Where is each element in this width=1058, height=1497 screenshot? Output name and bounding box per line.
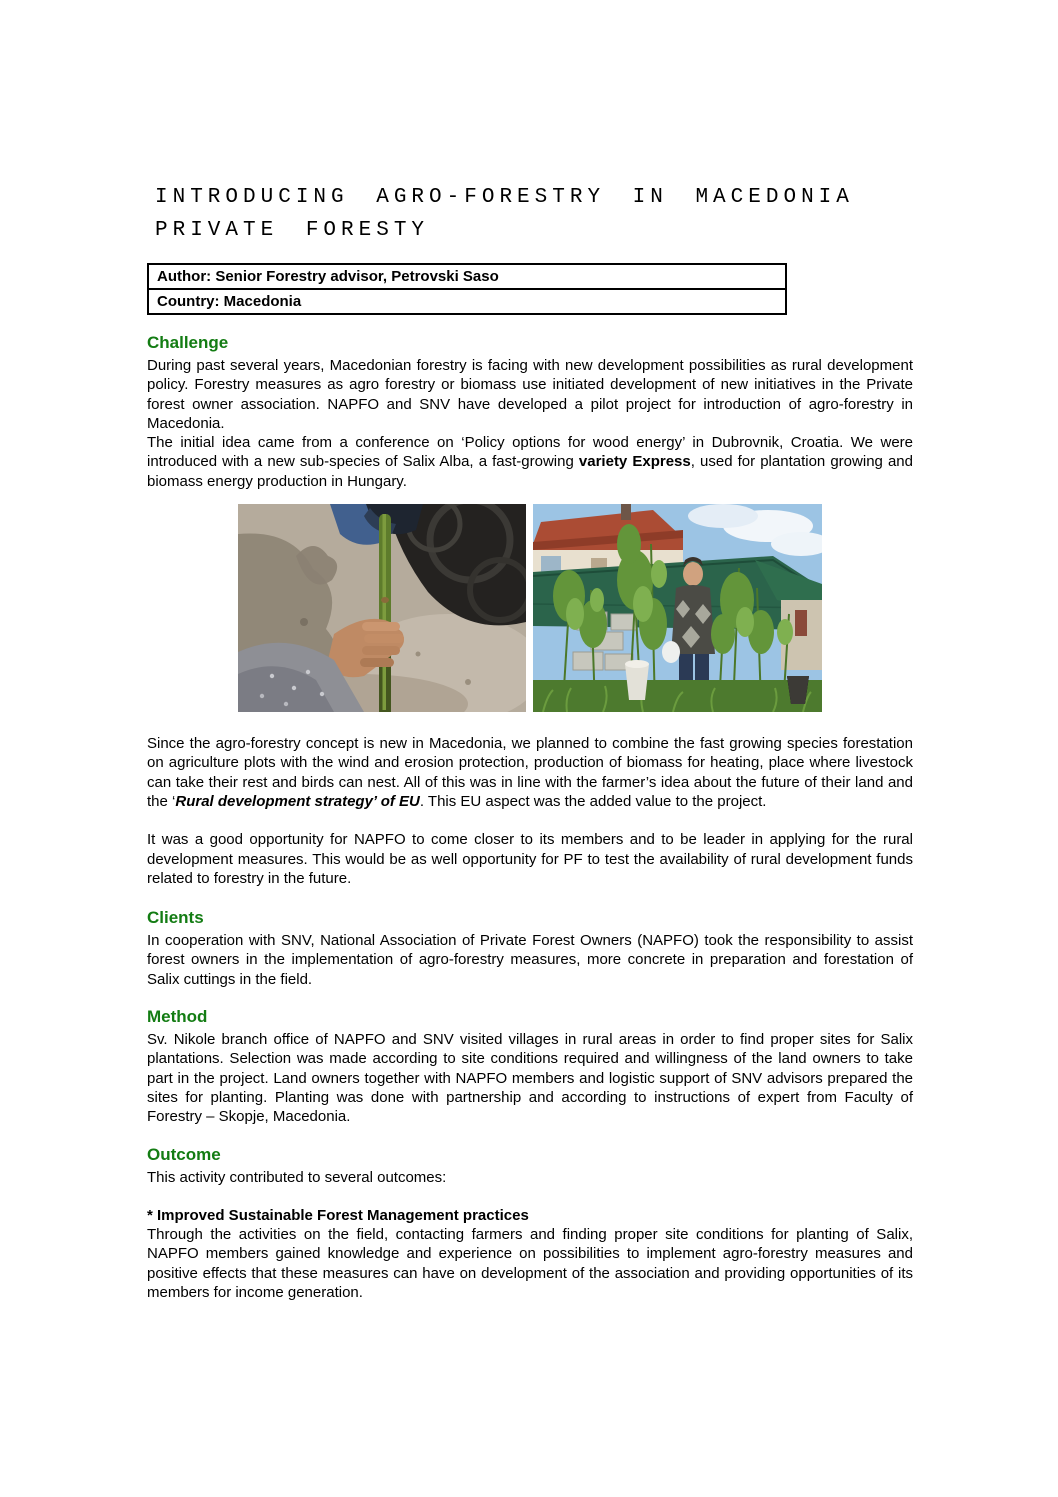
outcome-bullet-body: Through the activities on the field, contacting farmers and finding proper site conditions for planting of Salix, NAPFO members gained knowledge and experience on possibilities to implement agro-forestry measures and positive effects that these measures can have on development of the association and providing opportunities of its members for income generation. [147,1226,913,1302]
author-value: Senior Forestry advisor, Petrovski Saso [215,268,499,285]
photo-row [147,504,913,712]
table-row-author [148,264,786,289]
outcome-heading: Outcome [147,1144,221,1164]
challenge-paragraph-2 [147,433,913,491]
combine-concept-text-end: . This EU aspect was the added value to the project. [419,792,767,810]
rural-development-strategy-bold-italic: Rural development strategy’ of EU [175,792,420,810]
outcome-bullet-title: * Improved Sustainable Forest Management practices [147,1206,529,1224]
variety-express-bold: variety Express [578,453,691,471]
willow-plantation-photo [533,504,822,712]
napfo-opportunity-paragraph: It was a good opportunity for NAPFO to come closer to its members and to be leader in applying for the rural development measures. This would be as well opportunity for PF to test the availability of rural development funds related to forestry in the future. [147,831,913,887]
method-paragraph: Sv. Nikole branch office of NAPFO and SNV visited villages in rural areas in order to find proper sites for Salix plantations. Selection was made according to site conditions required and willingness of the land owners to take part in the project. Land owners together with NAPFO members and logistic support of SNV advisors prepared the sites for planting. Planting was done with partnership and according to instructions of expert from Faculty of Forestry – Skopje, Macedonia. [147,1031,913,1126]
outcome-intro: This activity contributed to several outcomes: [147,1168,447,1186]
page-title [155,181,913,247]
method-heading: Method [147,1007,208,1027]
page-title-line2: PRIVATE FORESTY [155,219,430,242]
combine-concept-text: Since the agro-forestry concept is new in Macedonia, we planned to combine the fast growing species forestation on agriculture plots with the wind and erosion protection, production of biomass for heating, place where livestock can take their rest and birds can nest. All of this was in line with the farmer’s idea about the future of their land and the ‘ [147,735,913,810]
challenge-heading: Challenge [147,333,229,352]
salix-cutting-photo [238,504,526,712]
challenge-p2-text-end: , used for plantation growing and biomass energy production in Hungary. [147,453,913,490]
country-cell [148,289,786,314]
author-label: Author: [157,268,212,285]
meta-table [147,263,787,315]
challenge-p2-text: The initial idea came from a conference on ‘Policy options for wood energy’ in Dubrovnik, Croatia. We were introduced with a new sub-species of Salix Alba, a fast-growing [147,434,913,471]
author-cell [148,264,786,289]
challenge-paragraph-1: During past several years, Macedonian forestry is facing with new development possibilities as rural development policy. Forestry measures as agro forestry or biomass use initiated development of new initiatives in the Private forest owner association. NAPFO and SNV have developed a pilot project for introduction of agro-forestry in Macedonia. [147,357,913,432]
country-value: Macedonia [223,293,302,310]
combine-concept-paragraph [147,734,913,811]
clients-paragraph: In cooperation with SNV, National Association of Private Forest Owners (NAPFO) took the responsibility to assist forest owners in the implementation of agro-forestry measures, more concrete in preparation and forestation of Salix cuttings in the field. [147,932,913,988]
country-label: Country: [157,293,220,310]
clients-heading: Clients [147,908,204,928]
table-row-country [148,289,786,314]
page-title-line1: INTRODUCING AGRO-FORESTRY IN MACEDONIA [155,186,854,209]
